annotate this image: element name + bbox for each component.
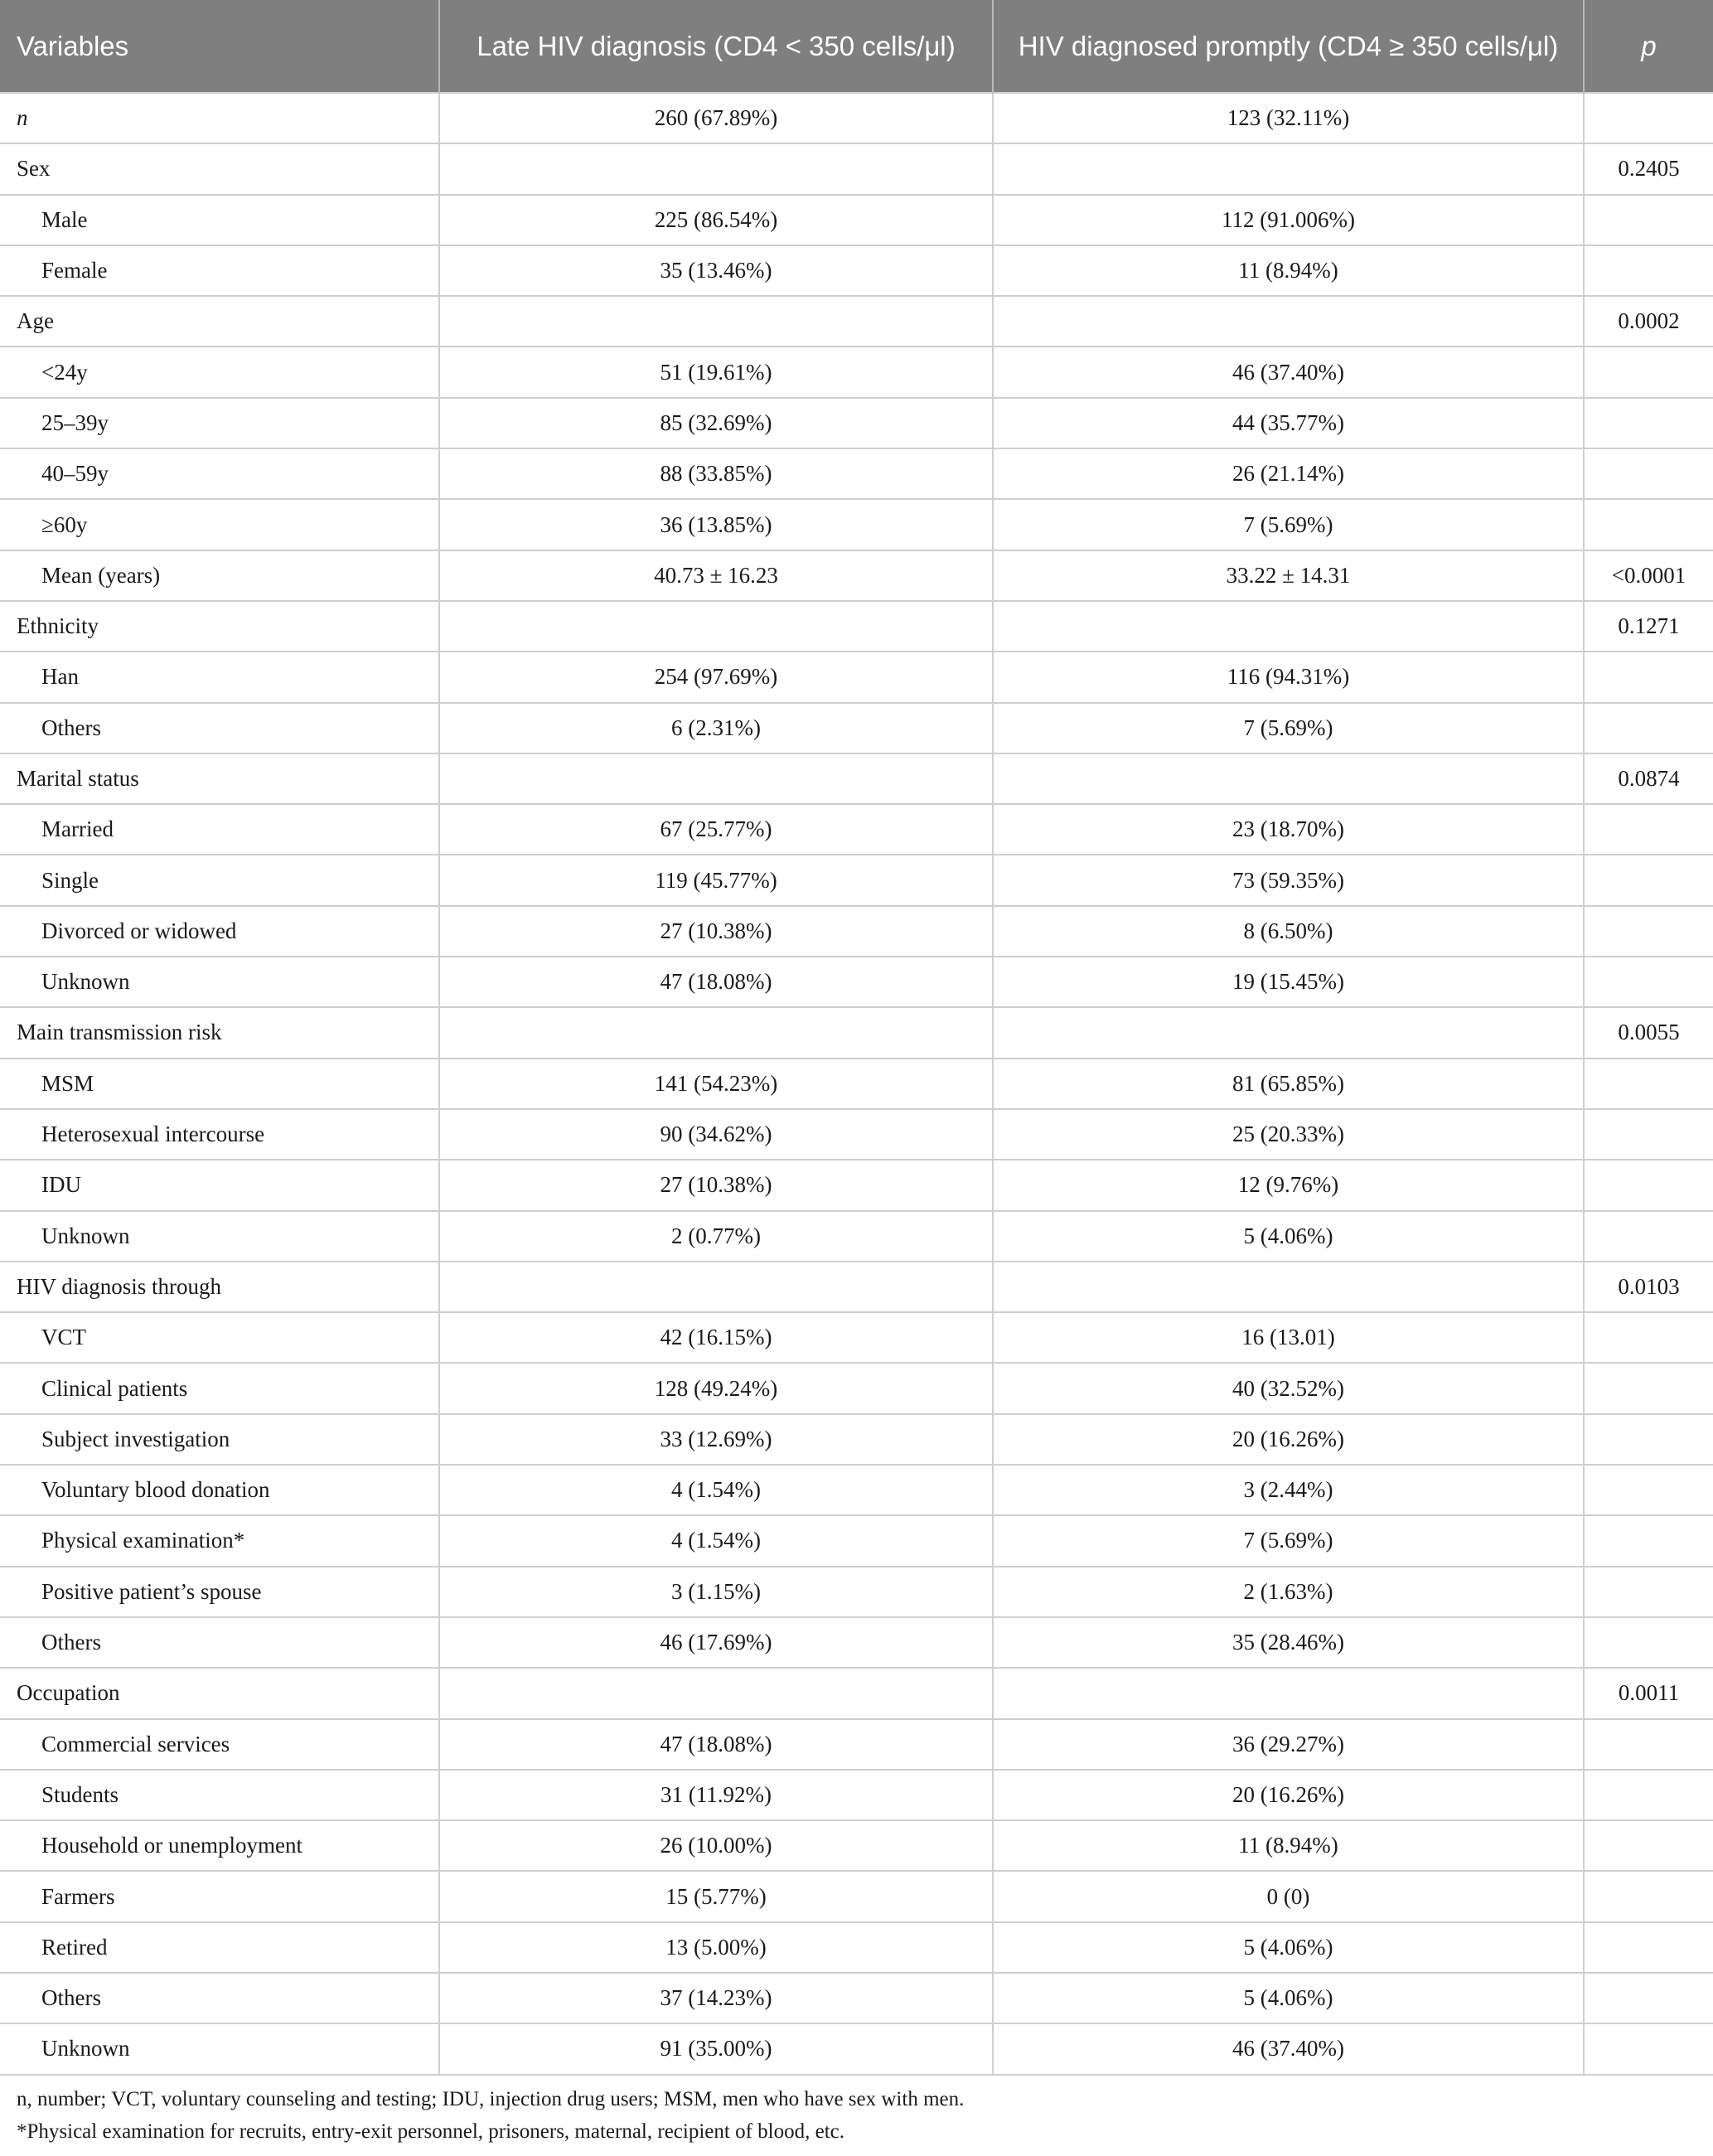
header-prompt-diagnosis: HIV diagnosed promptly (CD4 ≥ 350 cells/μl)	[993, 0, 1584, 93]
cell-prompt-diagnosis: 33.22 ± 14.31	[993, 550, 1584, 601]
row-label: Married	[0, 804, 439, 855]
cell-late-diagnosis: 4 (1.54%)	[439, 1515, 993, 1566]
row-label: 25–39y	[0, 398, 439, 448]
cell-p-value	[1584, 906, 1713, 957]
cell-prompt-diagnosis: 5 (4.06%)	[993, 1922, 1584, 1973]
table-row	[0, 1515, 1713, 1566]
cell-prompt-diagnosis: 25 (20.33%)	[993, 1109, 1584, 1160]
cell-p-value	[1584, 1567, 1713, 1617]
row-label: Main transmission risk	[0, 1007, 439, 1058]
cell-prompt-diagnosis	[993, 296, 1584, 346]
table-row	[0, 398, 1713, 448]
table-row	[0, 703, 1713, 753]
cell-prompt-diagnosis	[993, 601, 1584, 652]
cell-late-diagnosis	[439, 601, 993, 652]
table-row	[0, 1363, 1713, 1413]
table-row	[0, 1820, 1713, 1871]
cell-late-diagnosis: 27 (10.38%)	[439, 906, 993, 957]
cell-prompt-diagnosis: 23 (18.70%)	[993, 804, 1584, 855]
cell-p-value	[1584, 804, 1713, 855]
table-row	[0, 1211, 1713, 1262]
cell-prompt-diagnosis: 46 (37.40%)	[993, 346, 1584, 397]
cell-late-diagnosis: 2 (0.77%)	[439, 1211, 993, 1262]
cell-p-value	[1584, 1312, 1713, 1363]
cell-prompt-diagnosis: 20 (16.26%)	[993, 1414, 1584, 1465]
table-row	[0, 1059, 1713, 1109]
cell-p-value: <0.0001	[1584, 550, 1713, 601]
row-label: Others	[0, 703, 439, 753]
cell-p-value: 0.1271	[1584, 601, 1713, 652]
cell-late-diagnosis: 27 (10.38%)	[439, 1160, 993, 1210]
cell-late-diagnosis: 85 (32.69%)	[439, 398, 993, 448]
cell-prompt-diagnosis: 35 (28.46%)	[993, 1617, 1584, 1668]
cell-late-diagnosis: 46 (17.69%)	[439, 1617, 993, 1668]
cell-late-diagnosis: 33 (12.69%)	[439, 1414, 993, 1465]
cell-late-diagnosis: 128 (49.24%)	[439, 1363, 993, 1413]
row-label: n	[0, 93, 439, 143]
row-label: Unknown	[0, 957, 439, 1007]
cell-p-value	[1584, 448, 1713, 499]
cell-late-diagnosis: 35 (13.46%)	[439, 245, 993, 296]
cell-late-diagnosis: 254 (97.69%)	[439, 652, 993, 702]
cell-p-value	[1584, 1059, 1713, 1109]
cell-late-diagnosis: 51 (19.61%)	[439, 346, 993, 397]
row-label: Clinical patients	[0, 1363, 439, 1413]
cell-p-value	[1584, 703, 1713, 753]
cell-p-value	[1584, 1109, 1713, 1160]
cell-prompt-diagnosis: 20 (16.26%)	[993, 1770, 1584, 1820]
cell-late-diagnosis: 37 (14.23%)	[439, 1973, 993, 2023]
cell-p-value	[1584, 1414, 1713, 1465]
row-label: Others	[0, 1617, 439, 1668]
table-body	[0, 93, 1713, 2075]
cell-late-diagnosis: 6 (2.31%)	[439, 703, 993, 753]
cell-p-value: 0.0055	[1584, 1007, 1713, 1058]
table-row	[0, 195, 1713, 245]
cell-p-value	[1584, 93, 1713, 143]
cell-late-diagnosis: 3 (1.15%)	[439, 1567, 993, 1617]
row-label: Han	[0, 652, 439, 702]
header-p-value: p	[1584, 0, 1713, 93]
table-row-category	[0, 753, 1713, 804]
table-row	[0, 499, 1713, 550]
cell-late-diagnosis: 42 (16.15%)	[439, 1312, 993, 1363]
cell-p-value: 0.0874	[1584, 753, 1713, 804]
row-label: Divorced or widowed	[0, 906, 439, 957]
cell-p-value: 0.0002	[1584, 296, 1713, 346]
table-row	[0, 855, 1713, 905]
cell-prompt-diagnosis: 8 (6.50%)	[993, 906, 1584, 957]
cell-prompt-diagnosis	[993, 753, 1584, 804]
cell-late-diagnosis	[439, 1668, 993, 1718]
table-row	[0, 1922, 1713, 1973]
cell-prompt-diagnosis: 116 (94.31%)	[993, 652, 1584, 702]
cell-prompt-diagnosis: 0 (0)	[993, 1871, 1584, 1921]
cell-late-diagnosis	[439, 1007, 993, 1058]
header-row	[0, 0, 1713, 93]
cell-p-value	[1584, 346, 1713, 397]
row-label: Household or unemployment	[0, 1820, 439, 1871]
cell-p-value	[1584, 1211, 1713, 1262]
row-label: Unknown	[0, 2023, 439, 2074]
cell-late-diagnosis: 47 (18.08%)	[439, 957, 993, 1007]
cell-prompt-diagnosis	[993, 143, 1584, 194]
row-label: Unknown	[0, 1211, 439, 1262]
cell-p-value: 0.0103	[1584, 1262, 1713, 1312]
row-label: ≥60y	[0, 499, 439, 550]
cell-late-diagnosis: 90 (34.62%)	[439, 1109, 993, 1160]
cell-p-value	[1584, 1922, 1713, 1973]
cell-late-diagnosis: 47 (18.08%)	[439, 1719, 993, 1770]
table-row	[0, 652, 1713, 702]
cell-prompt-diagnosis	[993, 1668, 1584, 1718]
row-label: Male	[0, 195, 439, 245]
cell-late-diagnosis	[439, 143, 993, 194]
row-label: Subject investigation	[0, 1414, 439, 1465]
header-variables: Variables	[0, 0, 439, 93]
row-label: Sex	[0, 143, 439, 194]
cell-late-diagnosis: 119 (45.77%)	[439, 855, 993, 905]
cell-late-diagnosis	[439, 1262, 993, 1312]
row-label: Marital status	[0, 753, 439, 804]
cell-prompt-diagnosis: 2 (1.63%)	[993, 1567, 1584, 1617]
row-label: Heterosexual intercourse	[0, 1109, 439, 1160]
cell-prompt-diagnosis: 44 (35.77%)	[993, 398, 1584, 448]
row-label: Mean (years)	[0, 550, 439, 601]
table-row	[0, 550, 1713, 601]
cell-p-value: 0.2405	[1584, 143, 1713, 194]
cell-late-diagnosis: 88 (33.85%)	[439, 448, 993, 499]
cell-prompt-diagnosis: 7 (5.69%)	[993, 1515, 1584, 1566]
cell-p-value	[1584, 1617, 1713, 1668]
cell-prompt-diagnosis: 40 (32.52%)	[993, 1363, 1584, 1413]
table-row	[0, 1567, 1713, 1617]
table-row	[0, 1414, 1713, 1465]
cell-prompt-diagnosis: 73 (59.35%)	[993, 855, 1584, 905]
cell-prompt-diagnosis	[993, 1007, 1584, 1058]
cell-prompt-diagnosis: 11 (8.94%)	[993, 245, 1584, 296]
cell-prompt-diagnosis: 26 (21.14%)	[993, 448, 1584, 499]
table-row-category	[0, 93, 1713, 143]
cell-p-value	[1584, 1973, 1713, 2023]
cell-p-value	[1584, 1820, 1713, 1871]
cell-late-diagnosis: 260 (67.89%)	[439, 93, 993, 143]
table-row	[0, 1770, 1713, 1820]
cell-prompt-diagnosis: 16 (13.01)	[993, 1312, 1584, 1363]
cell-prompt-diagnosis: 112 (91.006%)	[993, 195, 1584, 245]
cell-p-value	[1584, 1871, 1713, 1921]
cell-prompt-diagnosis: 7 (5.69%)	[993, 499, 1584, 550]
cell-late-diagnosis	[439, 753, 993, 804]
table-header	[0, 0, 1713, 93]
footnote-physical-exam: *Physical examination for recruits, entry-exit personnel, prisoners, maternal, recipient of blood, etc.	[17, 2120, 844, 2143]
table-row-category	[0, 1668, 1713, 1718]
cell-p-value	[1584, 855, 1713, 905]
cell-p-value	[1584, 1515, 1713, 1566]
cell-p-value	[1584, 2023, 1713, 2074]
cell-late-diagnosis: 31 (11.92%)	[439, 1770, 993, 1820]
row-label: Students	[0, 1770, 439, 1820]
row-label: Occupation	[0, 1668, 439, 1718]
row-label: Positive patient’s spouse	[0, 1567, 439, 1617]
row-label: MSM	[0, 1059, 439, 1109]
cell-prompt-diagnosis: 36 (29.27%)	[993, 1719, 1584, 1770]
table-row	[0, 804, 1713, 855]
cell-prompt-diagnosis: 11 (8.94%)	[993, 1820, 1584, 1871]
cell-prompt-diagnosis: 3 (2.44%)	[993, 1465, 1584, 1515]
cell-late-diagnosis: 141 (54.23%)	[439, 1059, 993, 1109]
row-label: VCT	[0, 1312, 439, 1363]
table-row	[0, 1617, 1713, 1668]
table-row	[0, 448, 1713, 499]
cell-late-diagnosis: 4 (1.54%)	[439, 1465, 993, 1515]
table-row-category	[0, 1262, 1713, 1312]
cell-p-value	[1584, 245, 1713, 296]
cell-prompt-diagnosis	[993, 1262, 1584, 1312]
row-label: Voluntary blood donation	[0, 1465, 439, 1515]
cell-late-diagnosis: 40.73 ± 16.23	[439, 550, 993, 601]
row-label: HIV diagnosis through	[0, 1262, 439, 1312]
cell-p-value	[1584, 957, 1713, 1007]
cell-p-value	[1584, 398, 1713, 448]
cell-prompt-diagnosis: 46 (37.40%)	[993, 2023, 1584, 2074]
table-row	[0, 1160, 1713, 1210]
table-row-category	[0, 1007, 1713, 1058]
cell-late-diagnosis: 225 (86.54%)	[439, 195, 993, 245]
cell-prompt-diagnosis: 7 (5.69%)	[993, 703, 1584, 753]
cell-prompt-diagnosis: 12 (9.76%)	[993, 1160, 1584, 1210]
row-label: Farmers	[0, 1871, 439, 1921]
cell-p-value: 0.0011	[1584, 1668, 1713, 1718]
table-row	[0, 1109, 1713, 1160]
cell-late-diagnosis: 15 (5.77%)	[439, 1871, 993, 1921]
cell-late-diagnosis: 26 (10.00%)	[439, 1820, 993, 1871]
cell-p-value	[1584, 1719, 1713, 1770]
cell-prompt-diagnosis: 5 (4.06%)	[993, 1211, 1584, 1262]
table-row-category	[0, 601, 1713, 652]
row-label: Others	[0, 1973, 439, 2023]
row-label: Commercial services	[0, 1719, 439, 1770]
cell-p-value	[1584, 1465, 1713, 1515]
table-row	[0, 1465, 1713, 1515]
cell-late-diagnosis: 13 (5.00%)	[439, 1922, 993, 1973]
table-row	[0, 957, 1713, 1007]
cell-p-value	[1584, 499, 1713, 550]
table-row	[0, 1719, 1713, 1770]
row-label: Ethnicity	[0, 601, 439, 652]
row-label: Age	[0, 296, 439, 346]
table-row	[0, 245, 1713, 296]
cell-prompt-diagnosis: 123 (32.11%)	[993, 93, 1584, 143]
table-row	[0, 1973, 1713, 2023]
cell-late-diagnosis: 36 (13.85%)	[439, 499, 993, 550]
row-label: 40–59y	[0, 448, 439, 499]
cell-late-diagnosis: 67 (25.77%)	[439, 804, 993, 855]
cell-prompt-diagnosis: 81 (65.85%)	[993, 1059, 1584, 1109]
table-row	[0, 1871, 1713, 1921]
cell-p-value	[1584, 1160, 1713, 1210]
row-label: Female	[0, 245, 439, 296]
table-row-category	[0, 296, 1713, 346]
cell-p-value	[1584, 1770, 1713, 1820]
cell-prompt-diagnosis: 5 (4.06%)	[993, 1973, 1584, 2023]
cell-late-diagnosis: 91 (35.00%)	[439, 2023, 993, 2074]
footnotes	[17, 2083, 964, 2148]
row-label: Physical examination*	[0, 1515, 439, 1566]
table-row	[0, 2023, 1713, 2074]
cell-late-diagnosis	[439, 296, 993, 346]
cell-p-value	[1584, 195, 1713, 245]
cell-prompt-diagnosis: 19 (15.45%)	[993, 957, 1584, 1007]
table-row-category	[0, 143, 1713, 194]
cell-p-value	[1584, 1363, 1713, 1413]
header-late-diagnosis: Late HIV diagnosis (CD4 < 350 cells/μl)	[439, 0, 993, 93]
cell-p-value	[1584, 652, 1713, 702]
footnote-abbreviations: n, number; VCT, voluntary counseling and testing; IDU, injection drug users; MSM, men who have sex with men.	[17, 2088, 965, 2110]
row-label: Single	[0, 855, 439, 905]
table-row	[0, 346, 1713, 397]
row-label: IDU	[0, 1160, 439, 1210]
row-label: <24y	[0, 346, 439, 397]
table-row	[0, 906, 1713, 957]
row-label: Retired	[0, 1922, 439, 1973]
table-row	[0, 1312, 1713, 1363]
